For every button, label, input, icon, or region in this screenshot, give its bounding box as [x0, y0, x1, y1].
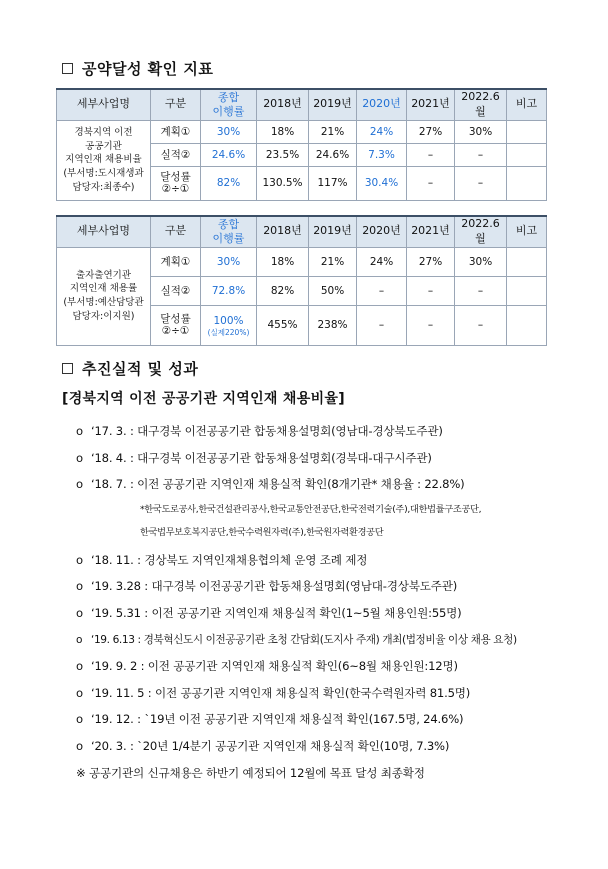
table-cell: 27%: [407, 247, 455, 276]
header-cell: 종합 이행률: [201, 216, 257, 247]
footnote-line: *한국도로공사,한국건설관리공사,한국교통안전공단,한국전력기술(주),대한법률구조공단,: [140, 503, 482, 515]
table-cell: 18%: [257, 120, 309, 143]
header-cell: 2020년: [357, 216, 407, 247]
table-cell: [507, 166, 547, 200]
list-item: [76, 471, 586, 498]
list-item-text: ‘19. 9. 2 : 이전 공공기관 지역인재 채용실적 확인(6~8월 채용인원:12명): [91, 659, 458, 674]
table-cell: 72.8%: [201, 276, 257, 305]
row-label: 계획①: [151, 247, 201, 276]
table-cell: 82%: [257, 276, 309, 305]
header-cell: 2022.6월: [455, 89, 507, 120]
table-cell: –: [407, 166, 455, 200]
bullet-icon: o: [76, 477, 83, 492]
row-label: 실적②: [151, 143, 201, 166]
bullet-icon: o: [76, 712, 83, 727]
table-cell: 24%: [357, 247, 407, 276]
bullet-icon: o: [76, 605, 83, 620]
list-item-text: ‘18. 7. : 이전 공공기관 지역인재 채용실적 확인(8개기관* 채용율 : 22.8%): [91, 477, 465, 492]
table-cell: [507, 143, 547, 166]
table-cell: 24.6%: [201, 143, 257, 166]
table-row: [57, 120, 547, 143]
list-item: [76, 573, 586, 600]
table-cell: 30%: [455, 120, 507, 143]
table-cell: –: [357, 305, 407, 345]
list-item: [76, 627, 586, 654]
header-cell: 2019년: [309, 216, 357, 247]
table-cell: 455%: [257, 305, 309, 345]
table-cell: –: [455, 305, 507, 345]
closing-note: ※ 공공기관의 신규채용은 하반기 예정되어 12월에 목표 달성 최종확정: [76, 765, 425, 780]
table-cell: 7.3%: [357, 143, 407, 166]
table-cell: 130.5%: [257, 166, 309, 200]
header-cell: 2018년: [257, 216, 309, 247]
header-cell: 2021년: [407, 216, 455, 247]
table-cell: 117%: [309, 166, 357, 200]
table-cell: 21%: [309, 120, 357, 143]
project-name-cell: 출자출연기관 지역인재 채용률 (부서명:예산담당관 담당자:이지원): [57, 247, 151, 345]
table-cell: 82%: [201, 166, 257, 200]
header-cell: 2018년: [257, 89, 309, 120]
row-label: 달성률 ②÷①: [151, 166, 201, 200]
table-cell: –: [407, 143, 455, 166]
results-list: [76, 418, 586, 786]
header-cell: 비고: [507, 216, 547, 247]
bullet-icon: o: [76, 633, 83, 646]
table-cell: 30.4%: [357, 166, 407, 200]
list-item-text: ‘19. 11. 5 : 이전 공공기관 지역인재 채용실적 확인(한국수력원자력 81.5명): [91, 685, 471, 700]
bullet-icon: o: [76, 552, 83, 567]
list-item: [76, 653, 586, 680]
list-item-text: ‘18. 11. : 경상북도 지역인재채용협의체 운영 조례 제정: [91, 552, 368, 567]
table-cell: –: [357, 276, 407, 305]
row-label: 계획①: [151, 120, 201, 143]
list-item: [76, 733, 586, 760]
kpi-table-2: [56, 215, 547, 346]
checkbox-square-icon: [62, 63, 73, 74]
subheading: [경북지역 이전 공공기관 지역인재 채용비율]: [62, 391, 345, 407]
table-header-row: [57, 89, 547, 120]
bullet-icon: o: [76, 659, 83, 674]
table-cell: –: [455, 276, 507, 305]
header-cell: 비고: [507, 89, 547, 120]
header-cell: 2019년: [309, 89, 357, 120]
list-item-text: ‘20. 3. : `20년 1/4분기 공공기관 지역인재 채용실적 확인(10명, 7.3%): [91, 738, 450, 753]
table-cell: 24.6%: [309, 143, 357, 166]
list-item-text: ‘19. 12. : `19년 이전 공공기관 지역인재 채용실적 확인(167.5명, 24.6%): [91, 712, 464, 727]
header-cell: 2020년: [357, 89, 407, 120]
bullet-icon: o: [76, 450, 83, 465]
table-cell: 23.5%: [257, 143, 309, 166]
table-row: [57, 247, 547, 276]
total-rate-value: 100%: [213, 314, 244, 327]
checkbox-square-icon: [62, 363, 73, 374]
footnote-line: 한국법무보호복지공단,한국수력원자력(주),한국원자력환경공단: [140, 526, 384, 538]
table-cell: [507, 276, 547, 305]
section-title-text: 추진실적 및 성과: [82, 360, 199, 378]
bullet-icon: o: [76, 685, 83, 700]
list-item: [76, 706, 586, 733]
header-cell: 세부사업명: [57, 89, 151, 120]
table-cell: –: [455, 143, 507, 166]
list-item: [76, 547, 586, 574]
header-cell: 세부사업명: [57, 216, 151, 247]
list-item-text: ‘19. 6.13 : 경북혁신도시 이전공공기관 초청 간담회(도지사 주재) 개최(법정비율 이상 채용 요청): [91, 633, 517, 646]
list-item: [76, 445, 586, 472]
header-cell: 2022.6월: [455, 216, 507, 247]
table-cell: 18%: [257, 247, 309, 276]
list-item-text: ‘19. 3.28 : 대구경북 이전공공기관 합동채용설명회(영남대-경상북도주관): [91, 579, 458, 594]
bullet-icon: o: [76, 579, 83, 594]
table-cell: 21%: [309, 247, 357, 276]
table-cell: –: [455, 166, 507, 200]
row-label: 실적②: [151, 276, 201, 305]
section-title-results: [62, 358, 198, 379]
header-cell: 2021년: [407, 89, 455, 120]
table-cell: 27%: [407, 120, 455, 143]
list-item: [76, 418, 586, 445]
table-cell: 50%: [309, 276, 357, 305]
table-cell: 30%: [201, 120, 257, 143]
total-rate-note: (실제220%): [207, 327, 250, 337]
list-item-text: ‘18. 4. : 대구경북 이전공공기관 합동채용설명회(경북대-대구시주관): [91, 450, 432, 465]
list-item: [76, 680, 586, 707]
section-title-kpi: [62, 58, 213, 79]
header-cell: 종합 이행률: [201, 89, 257, 120]
table-cell: –: [407, 305, 455, 345]
list-item: [76, 600, 586, 627]
row-label: 달성률 ②÷①: [151, 305, 201, 345]
table-cell: 30%: [201, 247, 257, 276]
table-cell: 24%: [357, 120, 407, 143]
list-item-text: ‘17. 3. : 대구경북 이전공공기관 합동채용설명회(영남대-경상북도주관): [91, 424, 443, 438]
table-cell: 238%: [309, 305, 357, 345]
table-cell: –: [407, 276, 455, 305]
table-header-row: [57, 216, 547, 247]
kpi-table-1: [56, 88, 547, 201]
table-cell: [507, 247, 547, 276]
bullet-icon: o: [76, 738, 83, 753]
table-cell: [507, 305, 547, 345]
list-item-text: ‘19. 5.31 : 이전 공공기관 지역인재 채용실적 확인(1~5월 채용인원:55명): [91, 605, 462, 620]
bullet-icon: o: [76, 424, 83, 438]
table-cell: [507, 120, 547, 143]
project-name-cell: 경북지역 이전 공공기관 지역인재 채용비율 (부서명:도시재생과 담당자:최종수): [57, 120, 151, 200]
header-cell: 구분: [151, 89, 201, 120]
table-cell: 30%: [455, 247, 507, 276]
section-title-text: 공약달성 확인 지표: [82, 60, 214, 78]
header-cell: 구분: [151, 216, 201, 247]
table-cell: [201, 305, 257, 345]
